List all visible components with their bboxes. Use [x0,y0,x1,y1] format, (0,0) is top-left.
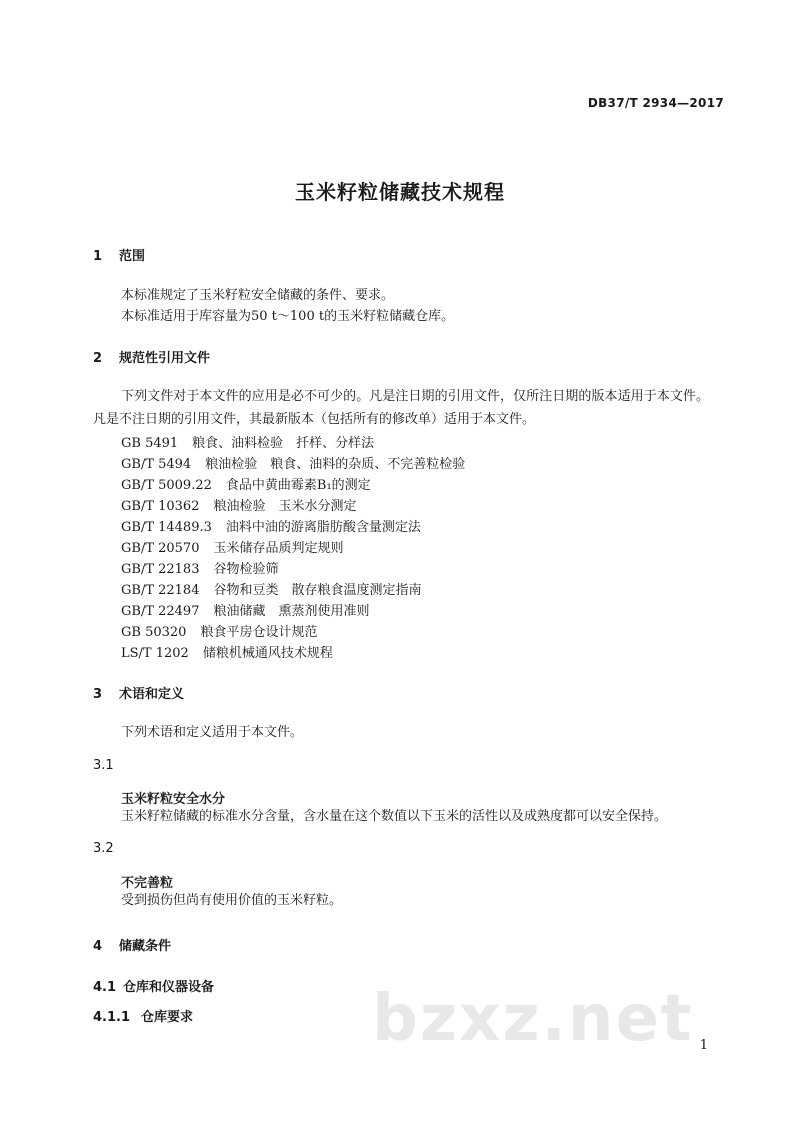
scope-paragraph-1: 本标准规定了玉米籽粒安全储藏的条件、要求。 [121,288,395,303]
reference-item [121,495,357,514]
reference-item [121,432,374,451]
scope-paragraph-2: 本标准适用于库容量为50 t～100 t的玉米籽粒储藏仓库。 [121,309,455,324]
subsection-number: 4.1 [93,980,117,995]
reference-title: 谷物检验筛 [213,562,279,577]
standard-number: DB37/T 2934—2017 [587,96,724,110]
section-1-heading [93,245,145,264]
reference-item [121,516,421,535]
terms-intro: 下列术语和定义适用于本文件。 [121,725,304,740]
section-4-title: 储藏条件 [119,939,172,954]
subsection-4-1-1-heading [93,1006,193,1025]
reference-item [121,579,422,598]
subsection-number: 4.1.1 [93,1010,131,1025]
section-4-number: 4 [93,939,103,954]
section-2-heading [93,347,210,366]
reference-title: 储粮机械通风技术规程 [202,646,333,661]
section-2-title: 规范性引用文件 [119,351,211,366]
section-4-heading [93,935,171,954]
section-3-title: 术语和定义 [119,687,185,702]
reference-item [121,600,370,619]
reference-code: GB 50320 [121,625,187,640]
reference-code: GB/T 5494 [121,457,192,472]
section-3-heading [93,683,184,702]
reference-title: 谷物和豆类 散存粮食温度测定指南 [213,583,422,598]
reference-code: GB/T 20570 [121,541,200,556]
section-1-title: 范围 [119,249,146,264]
reference-item [121,474,371,493]
reference-item [121,453,465,472]
reference-code: GB/T 22184 [121,583,200,598]
reference-code: GB/T 5009.22 [121,478,212,493]
reference-title: 粮食平房仓设计规范 [200,625,318,640]
section-2-number: 2 [93,351,103,366]
reference-title: 粮油储藏 熏蒸剂使用准则 [213,604,370,619]
term-definition: 受到损伤但尚有使用价值的玉米籽粒。 [121,893,343,908]
reference-title: 粮油检验 粮食、油料的杂质、不完善粒检验 [205,457,466,472]
section-3-number: 3 [93,687,103,702]
reference-title: 粮油检验 玉米水分测定 [213,499,357,514]
reference-item [121,537,344,556]
reference-item [121,558,279,577]
reference-item [121,642,333,661]
reference-title: 食品中黄曲霉素B₁的测定 [225,478,371,493]
reference-code: GB/T 10362 [121,499,200,514]
reference-title: 玉米储存品质判定规则 [213,541,344,556]
subsection-title: 仓库要求 [141,1010,194,1025]
reference-code: GB/T 14489.3 [121,520,212,535]
reference-item [121,621,317,640]
page-number: 1 [699,1038,708,1053]
subsection-4-1-heading [93,976,214,995]
watermark: bzxz.net [372,982,694,1056]
reference-code: LS/T 1202 [121,646,189,661]
term-number: 3.2 [93,841,114,856]
term-definition: 玉米籽粒储藏的标准水分含量，含水量在这个数值以下玉米的活性以及成熟度都可以安全保持。 [121,809,668,824]
reference-title: 粮食、油料检验 扦样、分样法 [192,436,375,451]
term-title: 不完善粒 [121,876,174,891]
reference-code: GB/T 22497 [121,604,200,619]
subsection-title: 仓库和仪器设备 [123,980,215,995]
reference-code: GB 5491 [121,436,179,451]
reference-title: 油料中油的游离脂肪酸含量测定法 [225,520,421,535]
term-number: 3.1 [93,758,114,773]
document-title: 玉米籽粒储藏技术规程 [295,180,505,204]
term-title: 玉米籽粒安全水分 [121,792,226,807]
normative-intro: 下列文件对于本文件的应用是必不可少的。凡是注日期的引用文件，仅所注日期的版本适用于本文件。凡是不注日期的引用文件，其最新版本（包括所有的修改单）适用于本文件。 [93,389,709,427]
reference-code: GB/T 22183 [121,562,200,577]
section-1-number: 1 [93,249,103,264]
